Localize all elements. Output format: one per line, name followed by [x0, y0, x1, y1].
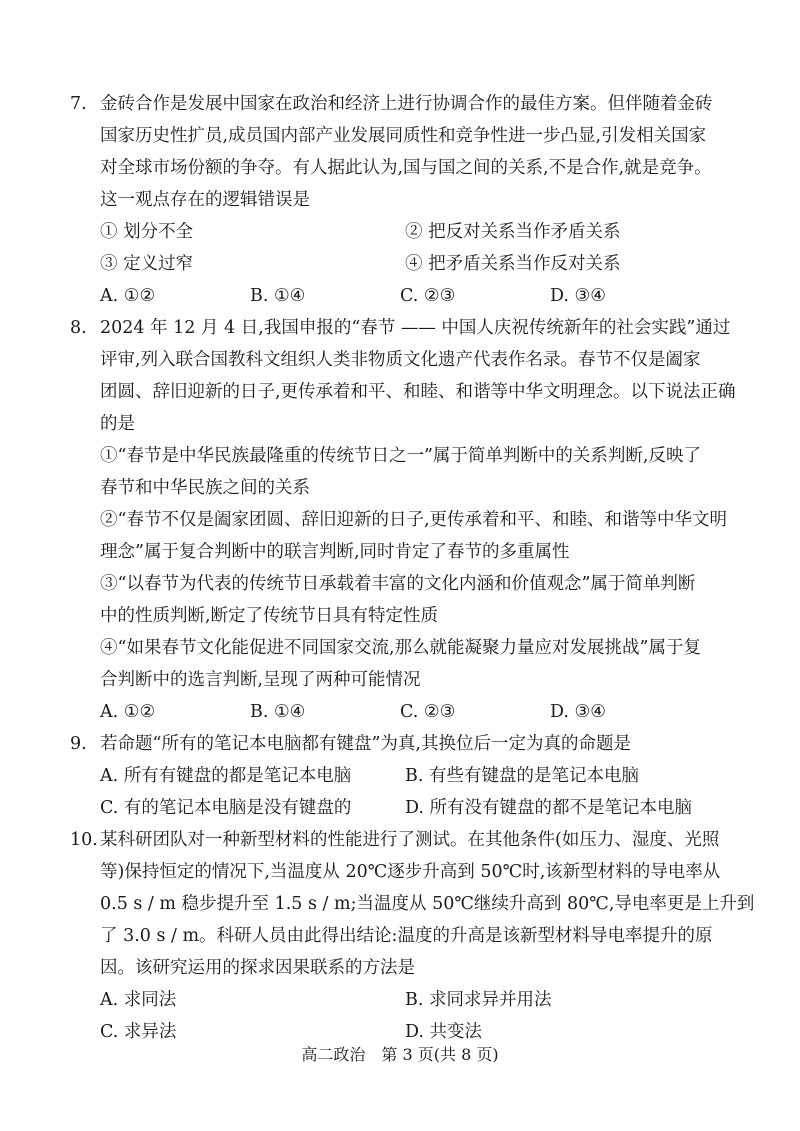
option-c[interactable]: C. 有的笔记本电脑是没有键盘的 [100, 798, 352, 818]
statement-1: ①“春节是中华民族最隆重的传统节日之一”属于简单判断中的关系判断,反映了 春节和中华民族之间的关系 [100, 446, 701, 498]
options-row [70, 696, 770, 728]
statement-3: ③ 定义过窄 [100, 254, 194, 274]
option-a[interactable]: A. ①② [100, 286, 156, 306]
option-a[interactable]: A. 求同法 [100, 990, 177, 1010]
question-9 [70, 728, 770, 824]
statement-2: ②“春节不仅是阖家团圆、辞旧迎新的日子,更传承着和平、和睦、和谐等中华文明 理念”属于复合判断中的联言判断,同时肯定了春节的多重属性 [100, 510, 728, 562]
option-b[interactable]: B. ①④ [250, 702, 306, 722]
option-c[interactable]: C. ②③ [400, 286, 456, 306]
question-number: 7. [70, 94, 87, 114]
question-9-stem: 9. 若命题“所有的笔记本电脑都有键盘”为真,其换位后一定为真的命题是 [70, 728, 770, 760]
statement-1: ① 划分不全 [100, 222, 194, 242]
option-a[interactable]: A. ①② [100, 702, 156, 722]
option-d[interactable]: D. 所有没有键盘的都不是笔记本电脑 [405, 798, 693, 818]
question-7-stem: 7. 金砖合作是发展中国家在政治和经济上进行协调合作的最佳方案。但伴随着金砖 国家历史性扩员,成员国内部产业发展同质性和竞争性进一步凸显,引发相关国家 对全球市场份额的争夺。有人据此认为,国与国之间的关系,不是合作,就是竞争。 这一观点存在的逻辑错误是 [70, 88, 770, 216]
option-b[interactable]: B. ①④ [250, 286, 306, 306]
question-8 [70, 312, 770, 728]
options-row [70, 984, 770, 1016]
statement-row [70, 248, 770, 280]
question-10-stem: 10. 某科研团队对一种新型材料的性能进行了测试。在其他条件(如压力、湿度、光照 等)保持恒定的情况下,当温度从 20℃逐步升高到 50℃时,该新型材料的导电率从 0.5 s / m 稳步提升至 1.5 s / m;当温度从 50℃继续升高到 80℃,导电率更是上升到 了 3.0 s / m。科研人员由此得出结论:温度的升高是该新型材料导电率提升的原 因。该研究运用的探求因果联系的方法是 [70, 824, 770, 984]
option-b[interactable]: B. 有些有键盘的是笔记本电脑 [405, 766, 639, 786]
option-c[interactable]: C. ②③ [400, 702, 456, 722]
option-a[interactable]: A. 所有有键盘的都是笔记本电脑 [100, 766, 352, 786]
statement-row [70, 216, 770, 248]
question-number: 8. [70, 318, 87, 338]
option-d[interactable]: D. 共变法 [405, 1022, 483, 1042]
options-row [70, 792, 770, 824]
options-row [70, 760, 770, 792]
option-d[interactable]: D. ③④ [550, 286, 606, 306]
statement-3: ③“以春节为代表的传统节日承载着丰富的文化内涵和价值观念”属于简单判断 中的性质判断,断定了传统节日具有特定性质 [100, 574, 696, 626]
statement-4: ④ 把矛盾关系当作反对关系 [405, 254, 621, 274]
page-footer: 高二政治 第 3 页(共 8 页) [301, 1045, 499, 1064]
option-b[interactable]: B. 求同求异并用法 [405, 990, 552, 1010]
statement-4: ④“如果春节文化能促进不同国家交流,那么就能凝聚力量应对发展挑战”属于复 合判断中的选言判断,呈现了两种可能情况 [100, 638, 701, 690]
option-c[interactable]: C. 求异法 [100, 1022, 177, 1042]
question-number: 9. [70, 734, 87, 754]
question-7 [70, 88, 770, 312]
question-8-stem: 8. 2024 年 12 月 4 日,我国申报的“春节 —— 中国人庆祝传统新年的社会实践”通过 评审,列入联合国教科文组织人类非物质文化遗产代表作名录。春节不仅是阖家 团圆、辞旧迎新的日子,更传承着和平、和睦、和谐等中华文明理念。以下说法正确 的是 [70, 312, 770, 440]
option-d[interactable]: D. ③④ [550, 702, 606, 722]
question-number: 10. [70, 830, 98, 850]
statement-2: ② 把反对关系当作矛盾关系 [405, 222, 621, 242]
options-row [70, 280, 770, 312]
question-10 [70, 824, 770, 1048]
